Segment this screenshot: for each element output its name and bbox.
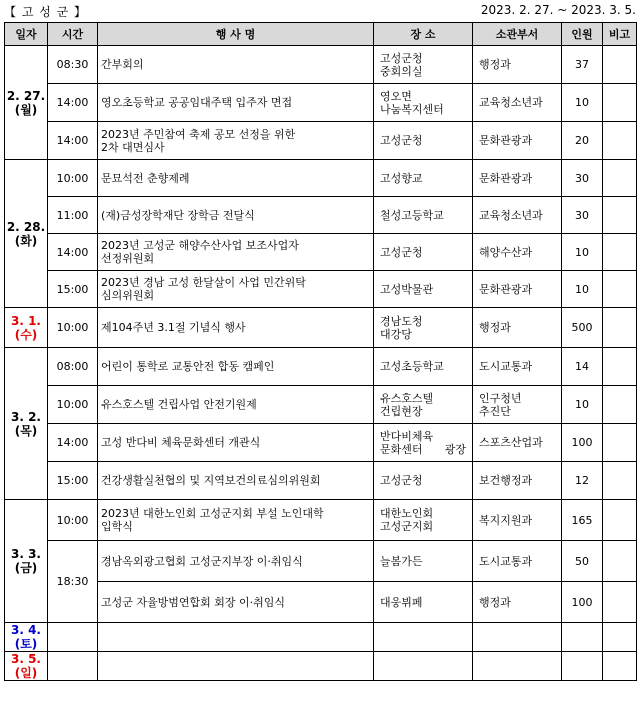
dept-cell: 해양수산과	[473, 234, 562, 271]
dept-cell: 문화관광과	[473, 160, 562, 197]
note-cell	[603, 271, 637, 308]
table-row	[5, 46, 637, 84]
dept-cell: 행정과	[473, 582, 562, 623]
place-cell: 대웅뷔페	[374, 582, 473, 623]
org-title: 【 고 성 군 】	[4, 5, 88, 19]
place-cell: 영오면 나눔복지센터	[374, 84, 473, 122]
count-cell: 30	[562, 160, 603, 197]
event-name: 고성군 자율방범연합회 회장 이·취임식	[98, 582, 374, 623]
dept-cell: 문화관광과	[473, 271, 562, 308]
dept-cell	[473, 623, 562, 652]
col-date: 일자	[5, 23, 48, 46]
place-cell: 늘봄가든	[374, 541, 473, 582]
place-cell: 고성군청	[374, 462, 473, 500]
time-cell	[48, 623, 98, 652]
note-cell	[603, 424, 637, 462]
dept-cell: 스포츠산업과	[473, 424, 562, 462]
event-name: 제104주년 3.1절 기념식 행사	[98, 308, 374, 348]
table-row	[5, 386, 637, 424]
time-cell: 10:00	[48, 160, 98, 197]
table-row	[5, 424, 637, 462]
table-row	[5, 197, 637, 234]
date-range: 2023. 2. 27. ~ 2023. 3. 5.	[480, 3, 636, 17]
event-name: 영오초등학교 공공임대주택 입주자 면접	[98, 84, 374, 122]
time-cell: 11:00	[48, 197, 98, 234]
count-cell: 10	[562, 271, 603, 308]
table-row	[5, 271, 637, 308]
count-cell: 10	[562, 386, 603, 424]
col-place: 장 소	[374, 23, 473, 46]
event-name: 2023년 고성군 해양수산사업 보조사업자 선정위원회	[98, 234, 374, 271]
time-cell: 10:00	[48, 386, 98, 424]
note-cell	[603, 84, 637, 122]
col-note: 비고	[603, 23, 637, 46]
table-row	[5, 500, 637, 541]
time-cell: 14:00	[48, 122, 98, 160]
place-cell	[374, 623, 473, 652]
note-cell	[603, 541, 637, 582]
time-cell: 14:00	[48, 424, 98, 462]
col-dept: 소관부서	[473, 23, 562, 46]
col-count: 인원	[562, 23, 603, 46]
place-cell: 반다비체육 문화센터 광장	[374, 424, 473, 462]
count-cell: 37	[562, 46, 603, 84]
event-name: 건강생활실천협의 및 지역보건의료심의위원회	[98, 462, 374, 500]
count-cell: 10	[562, 84, 603, 122]
table-row	[5, 462, 637, 500]
table-row	[5, 623, 637, 652]
time-cell: 10:00	[48, 500, 98, 541]
note-cell	[603, 197, 637, 234]
date-cell: 3. 2. (목)	[5, 348, 48, 500]
count-cell: 100	[562, 582, 603, 623]
event-name: 간부회의	[98, 46, 374, 84]
time-cell: 15:00	[48, 271, 98, 308]
count-cell	[562, 623, 603, 652]
table-row	[5, 160, 637, 197]
event-name: 2023년 대한노인회 고성군지회 부설 노인대학 입학식	[98, 500, 374, 541]
header-bar	[0, 0, 640, 22]
dept-cell: 도시교통과	[473, 348, 562, 386]
count-cell	[562, 652, 603, 681]
place-cell: 고성군청	[374, 122, 473, 160]
dept-cell: 교육청소년과	[473, 197, 562, 234]
count-cell: 100	[562, 424, 603, 462]
note-cell	[603, 234, 637, 271]
note-cell	[603, 308, 637, 348]
count-cell: 165	[562, 500, 603, 541]
place-cell: 고성향교	[374, 160, 473, 197]
count-cell: 20	[562, 122, 603, 160]
note-cell	[603, 500, 637, 541]
date-cell: 3. 1. (수)	[5, 308, 48, 348]
time-cell: 08:30	[48, 46, 98, 84]
place-cell: 고성군청	[374, 234, 473, 271]
event-name: 어린이 통학로 교통안전 합동 캠페인	[98, 348, 374, 386]
col-event: 행 사 명	[98, 23, 374, 46]
col-time: 시간	[48, 23, 98, 46]
count-cell: 12	[562, 462, 603, 500]
count-cell: 30	[562, 197, 603, 234]
place-cell: 고성군청 중회의실	[374, 46, 473, 84]
event-name	[98, 652, 374, 681]
note-cell	[603, 623, 637, 652]
event-name: 고성 반다비 체육문화센터 개관식	[98, 424, 374, 462]
table-row	[5, 234, 637, 271]
count-cell: 14	[562, 348, 603, 386]
count-cell: 10	[562, 234, 603, 271]
place-cell: 대한노인회 고성군지회	[374, 500, 473, 541]
count-cell: 50	[562, 541, 603, 582]
place-cell	[374, 652, 473, 681]
note-cell	[603, 582, 637, 623]
event-name	[98, 623, 374, 652]
count-cell: 500	[562, 308, 603, 348]
time-cell: 18:30	[48, 541, 98, 623]
place-cell: 철성고등학교	[374, 197, 473, 234]
event-name: 2023년 경남 고성 한달살이 사업 민간위탁 심의위원회	[98, 271, 374, 308]
dept-cell: 교육청소년과	[473, 84, 562, 122]
dept-cell: 인구청년 추진단	[473, 386, 562, 424]
event-name: (재)금성장학재단 장학금 전달식	[98, 197, 374, 234]
table-row	[5, 582, 637, 623]
note-cell	[603, 386, 637, 424]
event-name: 문묘석전 춘향제례	[98, 160, 374, 197]
date-cell: 2. 28. (화)	[5, 160, 48, 308]
time-cell: 08:00	[48, 348, 98, 386]
dept-cell	[473, 652, 562, 681]
table-row	[5, 652, 637, 681]
dept-cell: 복지지원과	[473, 500, 562, 541]
table-row	[5, 348, 637, 386]
note-cell	[603, 348, 637, 386]
dept-cell: 도시교통과	[473, 541, 562, 582]
header-row	[5, 23, 637, 46]
note-cell	[603, 652, 637, 681]
date-cell: 3. 3. (금)	[5, 500, 48, 623]
place-cell: 유스호스텔 건립현장	[374, 386, 473, 424]
note-cell	[603, 160, 637, 197]
date-cell: 3. 4. (토)	[5, 623, 48, 652]
event-name: 경남옥외광고협회 고성군지부장 이·취임식	[98, 541, 374, 582]
table-row	[5, 122, 637, 160]
date-cell: 2. 27. (월)	[5, 46, 48, 160]
dept-cell: 문화관광과	[473, 122, 562, 160]
time-cell	[48, 652, 98, 681]
note-cell	[603, 122, 637, 160]
table-row	[5, 308, 637, 348]
time-cell: 14:00	[48, 234, 98, 271]
place-cell: 고성박물관	[374, 271, 473, 308]
place-cell: 경남도청 대강당	[374, 308, 473, 348]
time-cell: 15:00	[48, 462, 98, 500]
table-row	[5, 541, 637, 582]
event-name: 2023년 주민참여 축제 공모 선정을 위한 2차 대면심사	[98, 122, 374, 160]
time-cell: 14:00	[48, 84, 98, 122]
schedule-table	[4, 22, 637, 681]
dept-cell: 행정과	[473, 46, 562, 84]
date-cell: 3. 5. (일)	[5, 652, 48, 681]
place-cell: 고성초등학교	[374, 348, 473, 386]
event-name: 유스호스텔 건립사업 안전기원제	[98, 386, 374, 424]
note-cell	[603, 462, 637, 500]
time-cell: 10:00	[48, 308, 98, 348]
dept-cell: 보건행정과	[473, 462, 562, 500]
note-cell	[603, 46, 637, 84]
dept-cell: 행정과	[473, 308, 562, 348]
table-row	[5, 84, 637, 122]
